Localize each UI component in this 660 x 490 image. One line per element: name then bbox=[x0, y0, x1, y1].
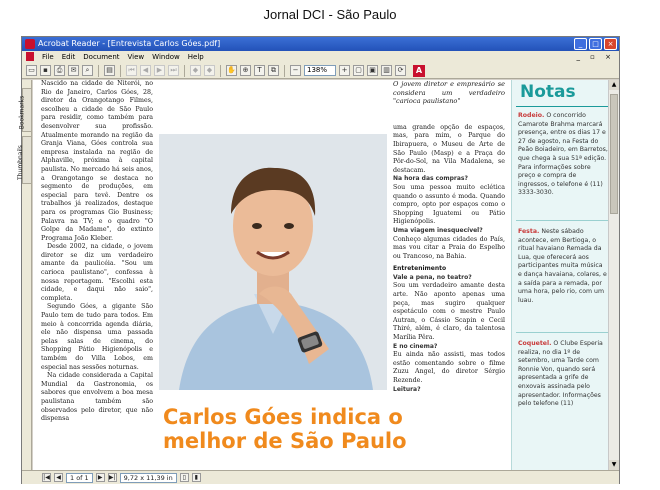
acrobat-window bbox=[16, 36, 620, 484]
toolbar-separator bbox=[220, 65, 221, 77]
status-prev-page-icon[interactable]: ◀ bbox=[54, 473, 63, 482]
notas-sidebar bbox=[511, 80, 610, 470]
tab-thumbnails[interactable] bbox=[16, 136, 32, 184]
nota-lead: Rodeio. bbox=[518, 112, 545, 119]
zoom-tool-icon[interactable]: ⊕ bbox=[240, 65, 251, 76]
continuous-layout-icon[interactable]: ▮ bbox=[192, 473, 201, 482]
menu-view[interactable]: View bbox=[127, 53, 145, 61]
toolbar-separator bbox=[284, 65, 285, 77]
single-page-layout-icon[interactable]: ▯ bbox=[180, 473, 189, 482]
status-first-page-icon[interactable]: |◀ bbox=[43, 474, 50, 481]
interview-question: Na hora das compras? bbox=[393, 175, 468, 183]
nota-item bbox=[518, 112, 608, 198]
first-page-icon[interactable]: ⏮ bbox=[126, 65, 137, 76]
interview-question: Vale a pena, no teatro? bbox=[393, 273, 472, 281]
email-icon[interactable]: ✉ bbox=[68, 65, 79, 76]
toolbar-separator bbox=[120, 65, 121, 77]
nota-text: Neste sábado acontece, em Bertioga, o ritual havaiano Remada da Lua, que oferecerá aos participantes muita música e dança havaiana, colares, e a saída para a remada, por uma hora, pelo rio, com um luau. bbox=[518, 228, 607, 304]
scroll-thumb[interactable] bbox=[610, 94, 618, 214]
article-headline: Carlos Góes indica o melhor de São Paulo bbox=[163, 405, 407, 453]
interview-blocks bbox=[393, 124, 505, 394]
nota-text: O concorrido Camarote Brahma marcará presença, entre os dias 17 e 27 de agosto, na Festa do Peão Boiadeiro, em Barretos, que chega à sua 51ª edição. Para informações sobre preço e compra de ingressos, o telefone é (11) 3333-3030. bbox=[518, 112, 608, 197]
toolbar-separator bbox=[98, 65, 99, 77]
menu-help[interactable]: Help bbox=[187, 53, 204, 61]
go-forward-icon[interactable]: ◆ bbox=[204, 65, 215, 76]
scroll-up-arrow-icon[interactable]: ▲ bbox=[609, 80, 619, 90]
article-middle-column bbox=[393, 80, 505, 394]
nota-lead: Coquetel. bbox=[518, 340, 552, 347]
minimize-button[interactable]: _ bbox=[574, 38, 587, 50]
menu-bar bbox=[22, 51, 619, 63]
nota-text: O Clube Esperia realiza, no dia 1º de setembro, uma Tarde com Ronnie Von, quando será apresentada a grife de enxovais assinada pelo apresentador. Informações pelo telefone (11) bbox=[518, 340, 603, 408]
maximize-button[interactable]: □ bbox=[589, 38, 602, 50]
toolbar-separator bbox=[184, 65, 185, 77]
interview-question: E no cinema? bbox=[393, 342, 438, 350]
article-paragraph: Na cidade considerada a Capital Mundial da Gastronomia, os sabores que envolvem a boa mesa paulistana também são observados pelo diretor, que não dispensa bbox=[41, 372, 153, 423]
fit-page-icon[interactable]: ▣ bbox=[367, 65, 378, 76]
tab-bookmarks[interactable] bbox=[18, 88, 32, 132]
actual-size-icon[interactable]: ▢ bbox=[353, 65, 364, 76]
document-view[interactable] bbox=[33, 80, 610, 470]
interview-answer: Conheço algumas cidades do País, mas vou citar a Praia do Espelho ou Trancoso, na Bahia. bbox=[393, 235, 505, 260]
article-paragraph: Desde 2002, na cidade, o jovem diretor se diz um verdadeiro amante da paulicéia. "Sou um carioca paulistano", confessa à nossa reportagem. "Escolhi esta cidade, e daqui não saio", completa. bbox=[41, 243, 153, 302]
nota-item bbox=[518, 228, 608, 305]
menu-window[interactable]: Window bbox=[152, 53, 180, 61]
document-icon[interactable] bbox=[26, 52, 34, 61]
acrobat-app-icon bbox=[25, 39, 35, 49]
hand-tool-icon[interactable]: ✋ bbox=[227, 66, 236, 74]
adobe-logo-icon[interactable]: A bbox=[413, 65, 425, 77]
interview-answer: Sou um verdadeiro amante desta arte. Não aponto apenas uma peça, mas sugiro qualquer espetáculo com o mestre Paulo Autran, o Cássio Scapin e Cecil Thiré, além, é claro, da talentosa Marília Pêra. bbox=[393, 282, 505, 342]
title-bar bbox=[22, 37, 619, 51]
open-icon[interactable]: ▭ bbox=[26, 65, 37, 76]
nota-lead: Festa. bbox=[518, 228, 540, 235]
next-page-icon[interactable]: ▶ bbox=[154, 65, 165, 76]
tab-thumbnails-label: Thumbnails bbox=[16, 145, 24, 180]
article-paragraph: Nascido na cidade de Niterói, no Rio de Janeiro, Carlos Góes, 28, diretor da Orangotango Filmes, escolheu a cidade de São Paulo para residir, como também para desenvolver sua profissão. Atualmente morando na região da Granja Viana, Góes controla sua empresa instalada na região de Alphaville, próxima à capital paulista. No mercado há seis anos, a Orangotango se destaca no segmento de produções, em especial para tevê. Dentre os trabalhos já realizados, destaque para os programas Gio Business; Palavra na TV; e o quadro "O Golpe da Madame", do extinto Programa João Kleber. bbox=[41, 80, 153, 242]
article-left-column bbox=[41, 80, 153, 424]
page-size-field: 9,72 x 11,39 in bbox=[120, 473, 177, 483]
last-page-icon[interactable]: ⏭ bbox=[168, 65, 179, 76]
notas-title: Notas bbox=[520, 82, 576, 102]
toolbar bbox=[22, 63, 619, 79]
text-select-icon[interactable]: T bbox=[254, 65, 265, 76]
interview-answer: Sou uma pessoa muito eclética quando o assunto é moda. Quando compro, opto por espaços como o Shopping Iguatemi ou Pátio Higienópolis. bbox=[393, 183, 505, 226]
zoom-level-field[interactable]: 138% bbox=[304, 65, 336, 76]
interview-question: Leitura? bbox=[393, 385, 421, 393]
document-window-controls[interactable]: _ ▫ × bbox=[576, 53, 615, 61]
window-title: Acrobat Reader - [Entrevista Carlos Góes.pdf] bbox=[38, 39, 221, 48]
scroll-down-arrow-icon[interactable]: ▼ bbox=[609, 460, 619, 470]
menu-document[interactable]: Document bbox=[83, 53, 120, 61]
rotate-icon[interactable]: ⟳ bbox=[395, 65, 406, 76]
nota-separator bbox=[516, 220, 608, 221]
portrait-illustration bbox=[159, 134, 387, 390]
page-number-field[interactable]: 1 of 1 bbox=[66, 473, 93, 483]
previous-page-icon[interactable]: ◀ bbox=[140, 65, 151, 76]
nota-item bbox=[518, 340, 608, 409]
article-paragraph: Segundo Góes, a gigante São Paulo tem de tudo para todos. Em meio à concorrida agenda diária, ele não dispensa uma passada pelas salas de cinema, do Shopping Pátio Higienópolis e também do Villa Lobos, em especial nas sessões noturnas. bbox=[41, 303, 153, 371]
photo-caption: O jovem diretor e empresário se considera um verdadeiro "carioca paulistano" bbox=[393, 80, 505, 106]
fit-width-icon[interactable]: ▥ bbox=[381, 65, 392, 76]
interview-answer: uma grande opção de espaços, mas, para mim, o Parque do Ibirapuera, o Museu de Arte de São Paulo (Masp) e a Praça do Pôr-do-Sol, na Vila Madalena, se destacam. bbox=[393, 123, 505, 174]
notas-rule bbox=[516, 106, 608, 107]
zoom-out-icon[interactable]: − bbox=[290, 65, 301, 76]
section-heading: Entretenimento bbox=[393, 265, 447, 273]
menu-edit[interactable]: Edit bbox=[61, 53, 76, 61]
portrait-photo bbox=[159, 134, 387, 390]
go-back-icon[interactable]: ◆ bbox=[190, 65, 201, 76]
vertical-scrollbar[interactable] bbox=[608, 80, 619, 470]
search-icon[interactable]: ⌕ bbox=[82, 65, 93, 76]
status-next-page-icon[interactable]: ▶ bbox=[96, 473, 105, 482]
print-icon[interactable]: ⎙ bbox=[54, 65, 65, 76]
interview-answer: Eu ainda não assisti, mas todos estão comentando sobre o filme Zuzu Angel, do diretor Sérgio Rezende. bbox=[393, 351, 505, 384]
show-hide-navigation-icon[interactable]: ▤ bbox=[104, 65, 115, 76]
menu-file[interactable]: File bbox=[42, 53, 54, 61]
save-icon[interactable]: ▪ bbox=[40, 65, 51, 76]
tab-bookmarks-label: Bookmarks bbox=[18, 95, 26, 130]
status-bar bbox=[22, 470, 619, 484]
status-last-page-icon[interactable]: ▶| bbox=[108, 474, 116, 481]
navigation-pane-tabs bbox=[16, 80, 32, 470]
interview-question: Uma viagem inesquecível? bbox=[393, 226, 483, 234]
zoom-in-icon[interactable]: + bbox=[339, 65, 350, 76]
page-caption: Jornal DCI - São Paulo bbox=[263, 7, 397, 22]
graphics-select-icon[interactable]: ⧉ bbox=[268, 65, 279, 76]
close-button[interactable]: × bbox=[604, 38, 617, 50]
nota-separator bbox=[516, 332, 608, 333]
